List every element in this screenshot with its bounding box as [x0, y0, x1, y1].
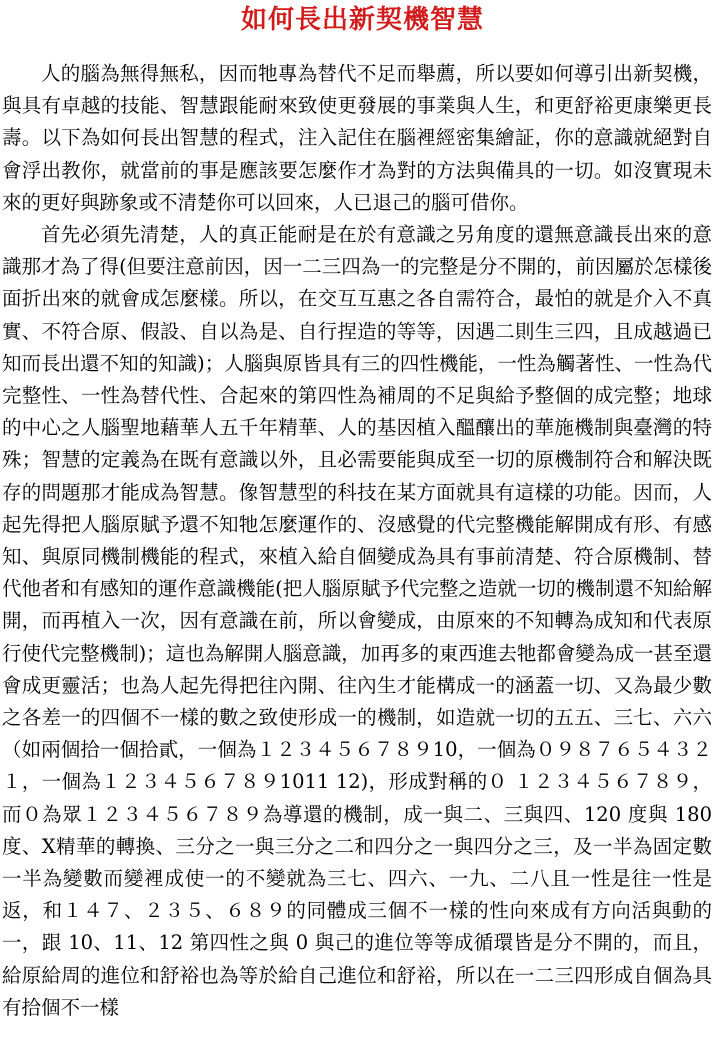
- document-title: 如何長出新契機智慧: [240, 5, 484, 35]
- paragraph-1: 人的腦為無得無私，因而牠專為替代不足而舉薦，所以要如何導引出新契機，與具有卓越的技能、智慧跟能耐來致使更發展的事業與人生，和更舒裕更康樂更長壽。以下為如何長出智慧的程式，注入記住在腦裡經密集繪証，你的意識就絕對自會浮出教你，就當前的事是應該要怎麼作才為對的方法與備具的一切。如沒實現未來的更好與跡象或不清楚你可以回來，人已退己的腦可借你。: [2, 62, 712, 214]
- document-body: [2, 58, 712, 1024]
- paragraph-2: 首先必須先清楚，人的真正能耐是在於有意識之另角度的還無意識長出來的意識那才為了得(但要注意前因，因一二三四為一的完整是分不開的，前因屬於怎樣後面折出來的就會成怎麼樣。所以，在交互互惠之各自需符合，最怕的就是介入不真實、不符合原、假設、自以為是、自行捏造的等等，因遇二則生三四，且成越過已知而長出還不知的知識)；人腦與原皆具有三的四性機能，一性為觸著性、一性為代完整性、一性為替代性、合起來的第四性為補周的不足與給予整個的成完整；地球的中心之人腦聖地藉華人五千年精華、人的基因植入醞釀出的華施機制與臺灣的特殊；智慧的定義為在既有意識以外，且必需要能與成至一切的原機制符合和解決既存的問題那才能成為智慧。像智慧型的科技在某方面就具有這樣的功能。因而，人起先得把人腦原賦予還不知牠怎麼運作的、沒感覺的代完整機能解開成有形、有感知、與原同機制機能的程式，來植入給自個變成為具有事前清楚、符合原機制、替代他者和有感知的運作意識機能(把人腦原賦予代完整之造就一切的機制還不知給解開，而再植入一次，因有意識在前，所以會變成，由原來的不知轉為成知和代表原行使代完整機制)；這也為解開人腦意識，加再多的東西進去牠都會變為成一甚至還會成更靈活；也為人起先得把往內開、往內生才能構成一的涵蓋一切、又為最少數之各差一的四個不一樣的數之致使形成一的機制，如造就一切的五五、三七、六六（如兩個拾一個拾貳，一個為１２３４５６７８９10，一個為０９８７６５４３２１，一個為１２３４５６７８９1011 12)，形成對稱的０ １２３４５６７８９，而０為眾１２３４５６７８９為導還的機制，成一與二、三與四、120 度與 180 度、X精華的轉換、三分之一與三分之二和四分之一與四分之三，及一半為固定數一半為變數而變裡成使一的不變就為三七、四六、一九、二八且一性是往一性是返，和１４７、２３５、６８９的同體成三個不一樣的性向來成有方向活與動的一，跟 10、11、12 第四性之與 0 與己的進位等等成循環皆是分不開的，而且，給原給周的進位和舒裕也為等於給自己進位和舒裕，所以在一二三四形成自個為具有拾個不一樣: [2, 223, 712, 1019]
